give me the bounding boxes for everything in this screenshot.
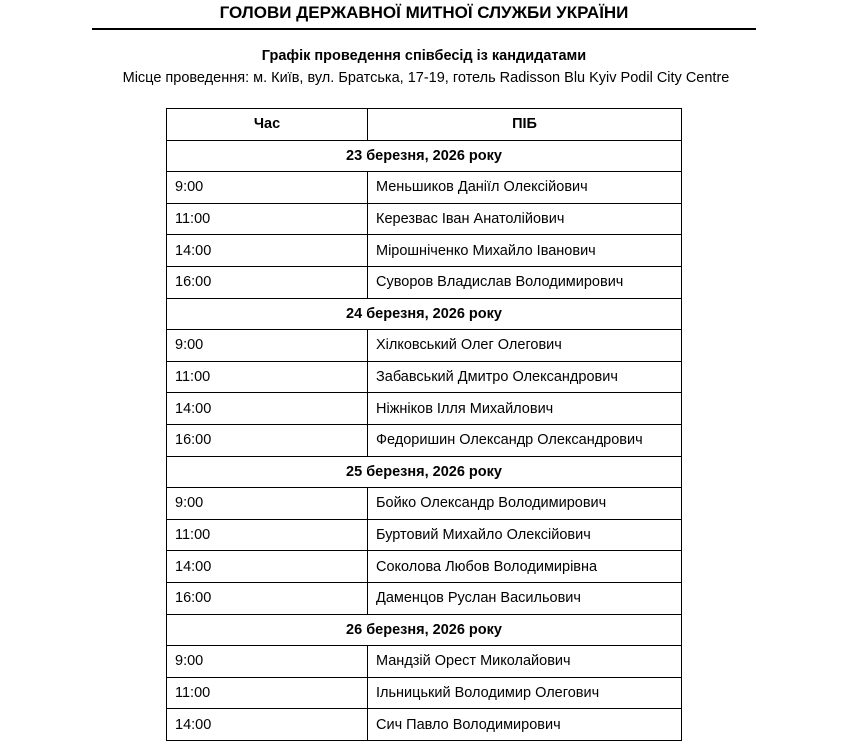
interview-time: 14:00 [167,393,368,425]
day-header-row [167,140,682,172]
interview-time: 11:00 [167,677,368,709]
day-header-row [167,298,682,330]
table-row [167,551,682,583]
day-date: 24 березня, 2026 року [167,298,682,330]
interview-time: 9:00 [167,330,368,362]
table-row [167,330,682,362]
document-title: ГОЛОВИ ДЕРЖАВНОЇ МИТНОЇ СЛУЖБИ УКРАЇНИ [219,3,629,22]
candidate-name: Мірошніченко Михайло Іванович [368,235,682,267]
schedule-body [167,140,682,740]
table-row [167,646,682,678]
table-row [167,266,682,298]
candidate-name: Ільницький Володимир Олегович [368,677,682,709]
table-row [167,172,682,204]
candidate-name: Федоришин Олександр Олександрович [368,424,682,456]
table-row [167,519,682,551]
candidate-name: Керезвас Іван Анатолійович [368,203,682,235]
table-row [167,709,682,741]
interview-time: 16:00 [167,582,368,614]
table-row [167,393,682,425]
column-header-time: Час [167,109,368,141]
interview-time: 9:00 [167,646,368,678]
candidate-name: Забавський Дмитро Олександрович [368,361,682,393]
candidate-name: Ніжніков Ілля Михайлович [368,393,682,425]
interview-time: 14:00 [167,235,368,267]
candidate-name: Буртовий Михайло Олексійович [368,519,682,551]
column-header-name: ПІБ [368,109,682,141]
table-header-row [167,109,682,141]
candidate-name: Хілковський Олег Олегович [368,330,682,362]
day-header-row [167,456,682,488]
interview-time: 11:00 [167,361,368,393]
day-date: 26 березня, 2026 року [167,614,682,646]
table-row [167,677,682,709]
venue-line: Місце проведення: м. Київ, вул. Братська, 17-19, готель Radisson Blu Kyiv Podil City Centre [122,70,730,86]
title-divider [92,28,756,30]
interview-time: 9:00 [167,488,368,520]
interview-time: 11:00 [167,519,368,551]
candidate-name: Мандзій Орест Миколайович [368,646,682,678]
table-row [167,582,682,614]
interview-schedule-table [166,108,682,741]
day-date: 23 березня, 2026 року [167,140,682,172]
table-row [167,235,682,267]
day-header-row [167,614,682,646]
table-row [167,488,682,520]
table-row [167,361,682,393]
day-date: 25 березня, 2026 року [167,456,682,488]
interview-time: 14:00 [167,551,368,583]
table-row [167,424,682,456]
candidate-name: Сич Павло Володимирович [368,709,682,741]
candidate-name: Даменцов Руслан Васильович [368,582,682,614]
candidate-name: Меньшиков Даніїл Олексійович [368,172,682,204]
candidate-name: Суворов Владислав Володимирович [368,266,682,298]
interview-time: 11:00 [167,203,368,235]
schedule-subtitle: Графік проведення співбесід із кандидатами [261,48,587,64]
interview-time: 14:00 [167,709,368,741]
interview-time: 9:00 [167,172,368,204]
interview-time: 16:00 [167,266,368,298]
candidate-name: Бойко Олександр Володимирович [368,488,682,520]
interview-time: 16:00 [167,424,368,456]
candidate-name: Соколова Любов Володимирівна [368,551,682,583]
table-row [167,203,682,235]
